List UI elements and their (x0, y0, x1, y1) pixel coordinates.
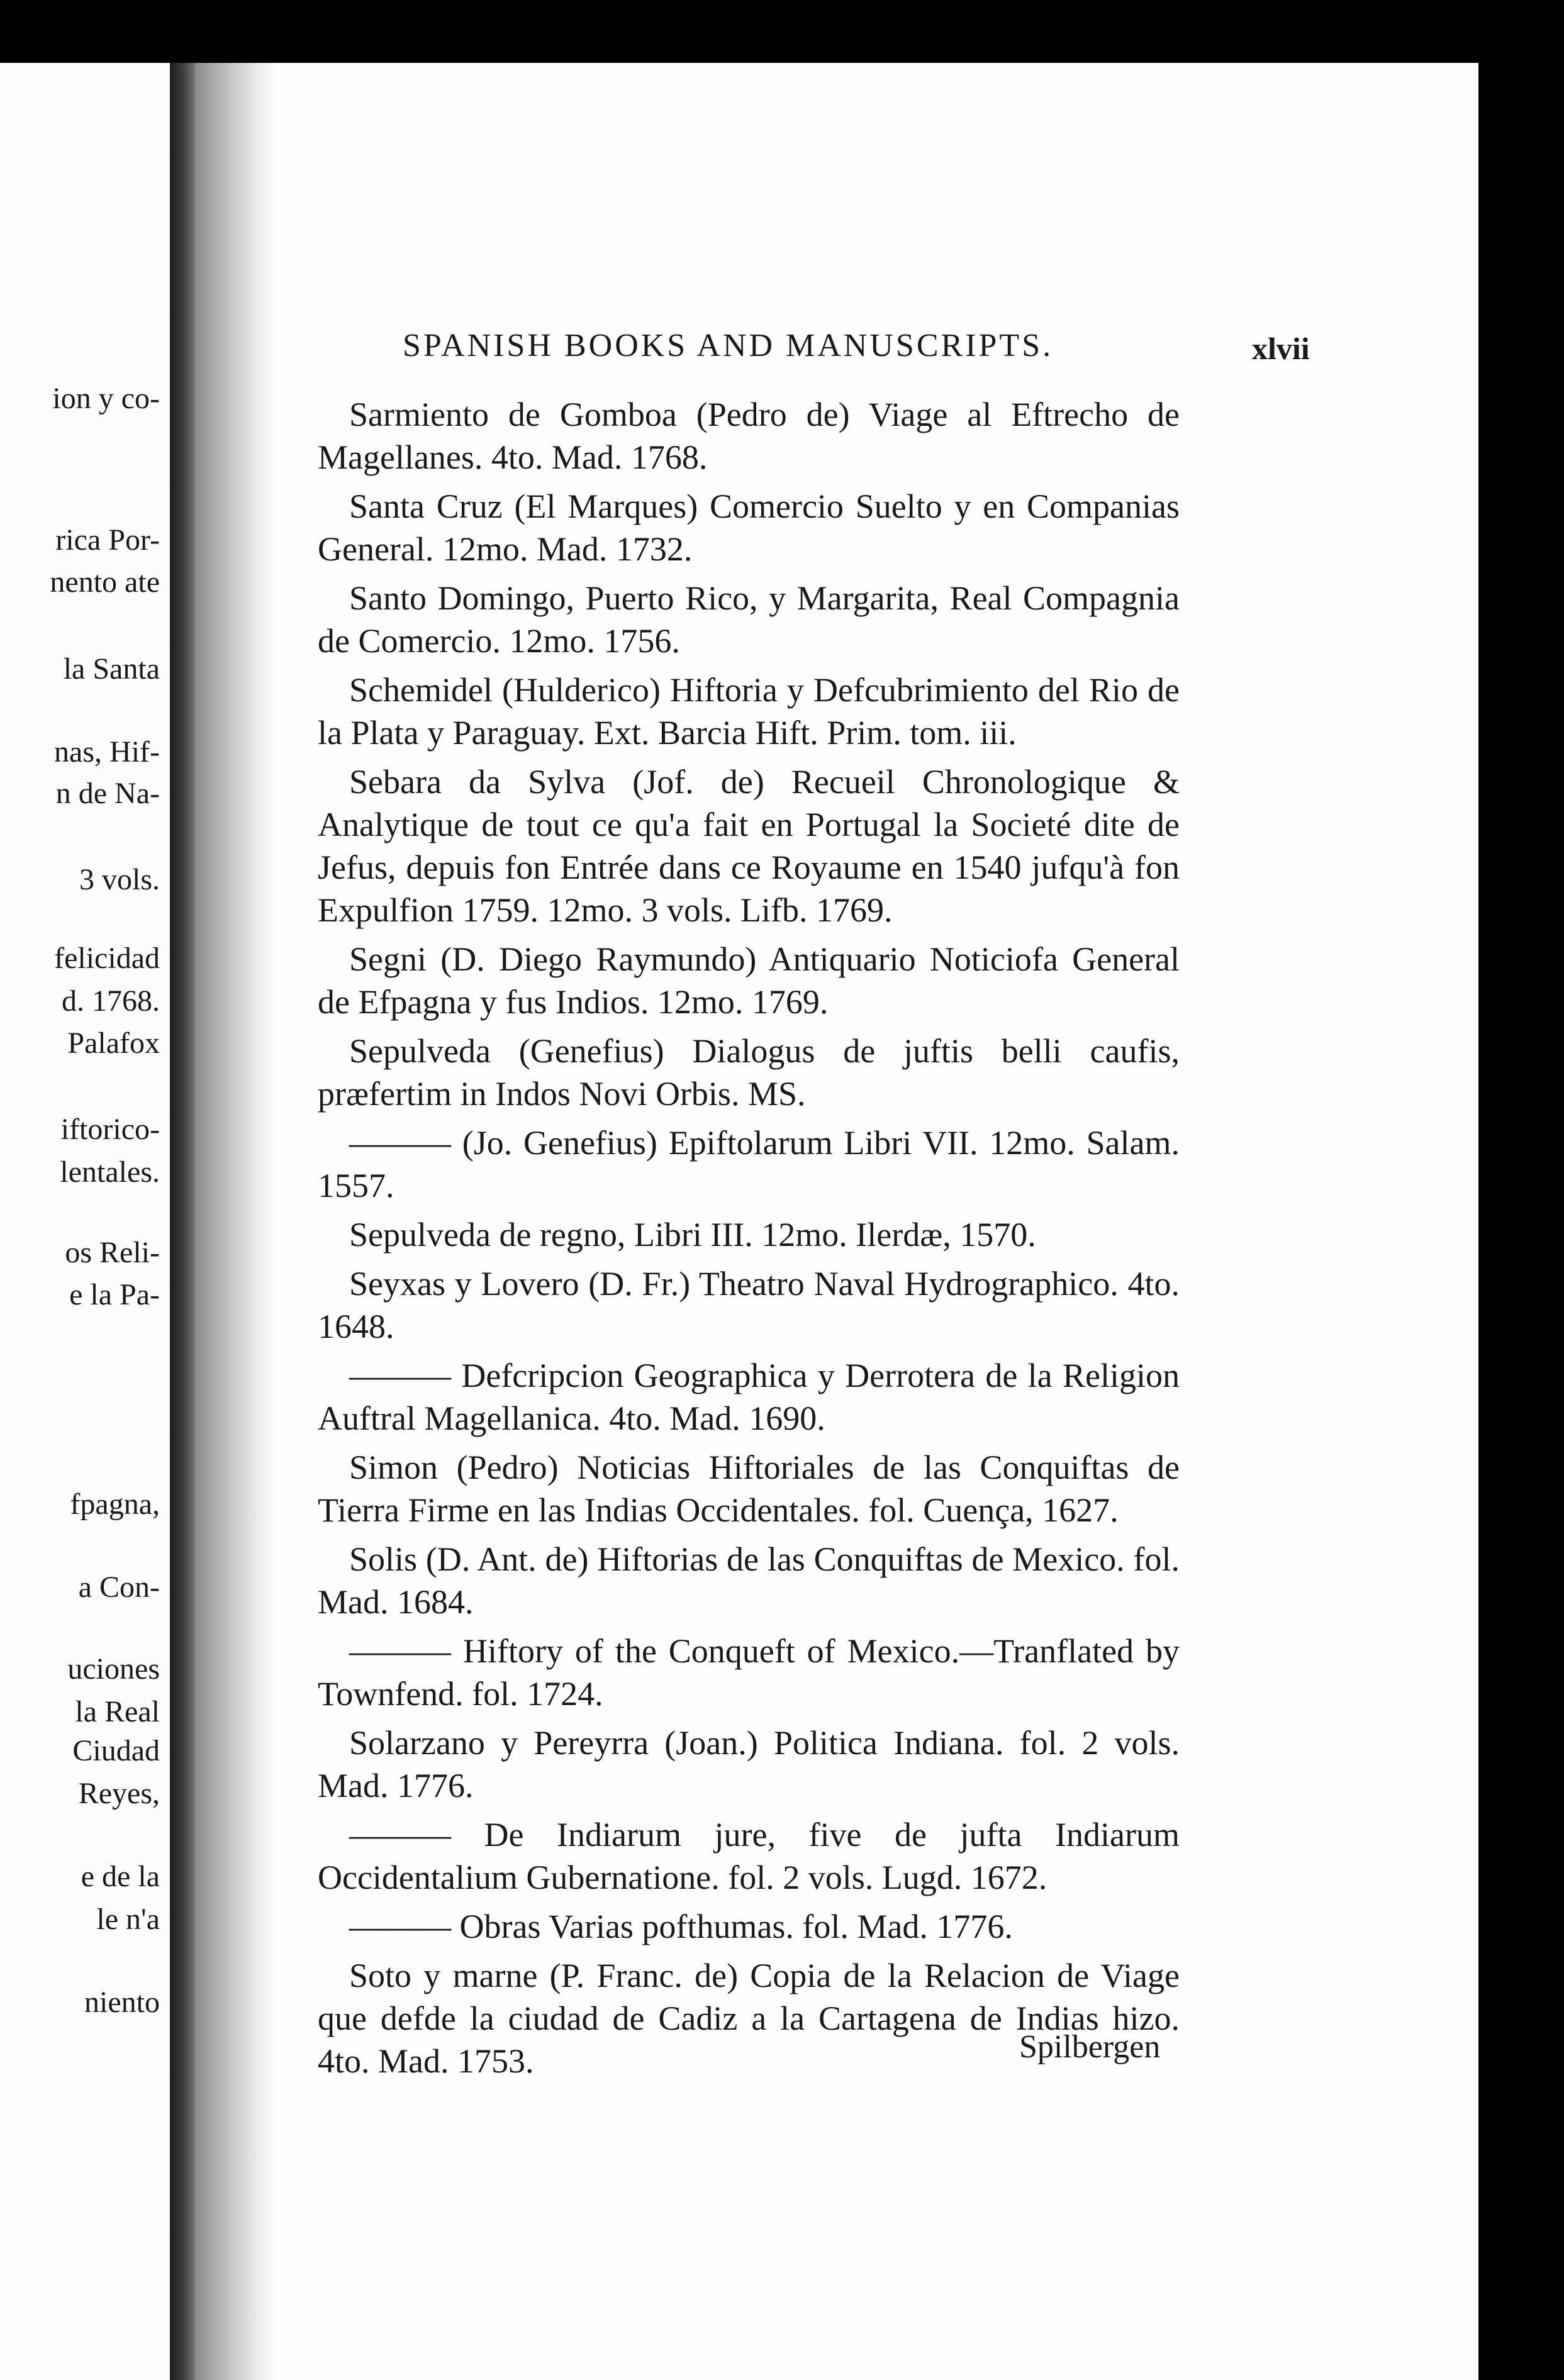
left-page-line: la Real (75, 1695, 160, 1728)
left-page-line: uciones (67, 1652, 160, 1686)
bibliography-entry: ——— Defcripcion Geographica y Derrotera de la Religion Auftral Magellanica. 4to. Mad. 1690. (318, 1357, 1180, 1437)
left-page-line: n de Na- (55, 777, 160, 810)
bibliography-entry: ——— Hiftory of the Conqueft of Mexico.—Tranflated by Townfend. fol. 1724. (318, 1632, 1180, 1713)
bibliography-entry: Segni (D. Diego Raymundo) Antiquario Noticiofa General de Efpagna y fus Indios. 12mo. 1769. (318, 940, 1180, 1021)
left-page-line: d. 1768. (62, 984, 160, 1018)
left-page-line: le n'a (96, 1903, 160, 1936)
left-page-line: lentales. (60, 1155, 160, 1189)
left-page-fragment (0, 63, 170, 2380)
left-page-line: e la Pa- (69, 1278, 160, 1311)
running-head: SPANISH BOOKS AND MANUSCRIPTS. (403, 328, 1054, 364)
bibliography-entry: Santo Domingo, Puerto Rico, y Margarita, Real Compagnia de Comercio. 12mo. 1756. (318, 579, 1180, 660)
bibliography-entry: Sebara da Sylva (Jof. de) Recueil Chronologique & Analytique de tout ce qu'a fait en Portugal la Societé dite de Jefus, depuis fon Entrée dans ce Royaume en 1540 jufqu'à fon Expulfion 1759. 12mo. 3 vols. Lifb. 1769. (318, 763, 1180, 929)
book-gutter (170, 63, 195, 2380)
catchword: Spilbergen (1019, 2029, 1161, 2065)
bibliography-entry: Santa Cruz (El Marques) Comercio Suelto y en Companias General. 12mo. Mad. 1732. (318, 487, 1180, 568)
left-page-line: iftorico- (60, 1113, 160, 1146)
bibliography-entry: ——— Obras Varias pofthumas. fol. Mad. 1776. (349, 1908, 1013, 1945)
bibliography-entry: ——— (Jo. Genefius) Epiftolarum Libri VII. 12mo. Salam. 1557. (318, 1124, 1180, 1204)
bibliography-entry: Sarmiento de Gomboa (Pedro de) Viage al Eftrecho de Magellanes. 4to. Mad. 1768. (318, 396, 1180, 476)
bibliography-entry: Solarzano y Pereyrra (Joan.) Politica Indiana. fol. 2 vols. Mad. 1776. (318, 1724, 1180, 1804)
left-page-line: la Santa (63, 652, 160, 686)
left-page-line: os Reli- (65, 1236, 160, 1269)
left-page-line: ion y co- (52, 382, 160, 415)
bibliography-entry: ——— De Indiarum jure, five de jufta Indiarum Occidentalium Gubernatione. fol. 2 vols. Lugd. 1672. (318, 1816, 1180, 1896)
left-page-line: 3 vols. (79, 863, 160, 896)
left-page-line: nas, Hif- (54, 735, 160, 769)
bibliography-entry: Sepulveda de regno, Libri III. 12mo. Ilerdæ, 1570. (349, 1216, 1036, 1254)
left-page-line: Ciudad (72, 1734, 160, 1767)
right-page (195, 63, 1478, 2380)
bibliography-entry: Solis (D. Ant. de) Hiftorias de las Conquiftas de Mexico. fol. Mad. 1684. (318, 1540, 1180, 1621)
left-page-line: e de la (81, 1860, 160, 1893)
left-page-line: fpagna, (70, 1488, 160, 1521)
page-number: xlvii (1252, 331, 1310, 366)
bibliography-entries (318, 393, 1180, 2089)
bibliography-entry: Seyxas y Lovero (D. Fr.) Theatro Naval Hydrographico. 4to. 1648. (318, 1265, 1180, 1345)
left-page-line: nento ate (50, 565, 160, 599)
bibliography-entry: Sepulveda (Genefius) Dialogus de juftis belli caufis, præfertim in Indos Novi Orbis. MS. (318, 1032, 1180, 1113)
left-page-line: niento (84, 1986, 160, 2019)
page-shadow (195, 63, 277, 2380)
bibliography-entry: Soto y marne (P. Franc. de) Copia de la Relacion de Viage que defde la ciudad de Cadiz a la Cartagena de Indias hizo. 4to. Mad. 1753. (318, 1957, 1180, 2080)
left-page-line: rica Por- (55, 523, 160, 557)
left-page-line: a Con- (78, 1571, 160, 1604)
left-page-line: Reyes, (78, 1777, 160, 1810)
left-page-line: felicidad (54, 942, 160, 975)
bibliography-entry: Simon (Pedro) Noticias Hiftoriales de las Conquiftas de Tierra Firme en las Indias Occidentales. fol. Cuença, 1627. (318, 1449, 1180, 1529)
bibliography-entry: Schemidel (Hulderico) Hiftoria y Defcubrimiento del Rio de la Plata y Paraguay. Ext. Barcia Hift. Prim. tom. iii. (318, 671, 1180, 752)
left-page-line: Palafox (67, 1026, 160, 1060)
